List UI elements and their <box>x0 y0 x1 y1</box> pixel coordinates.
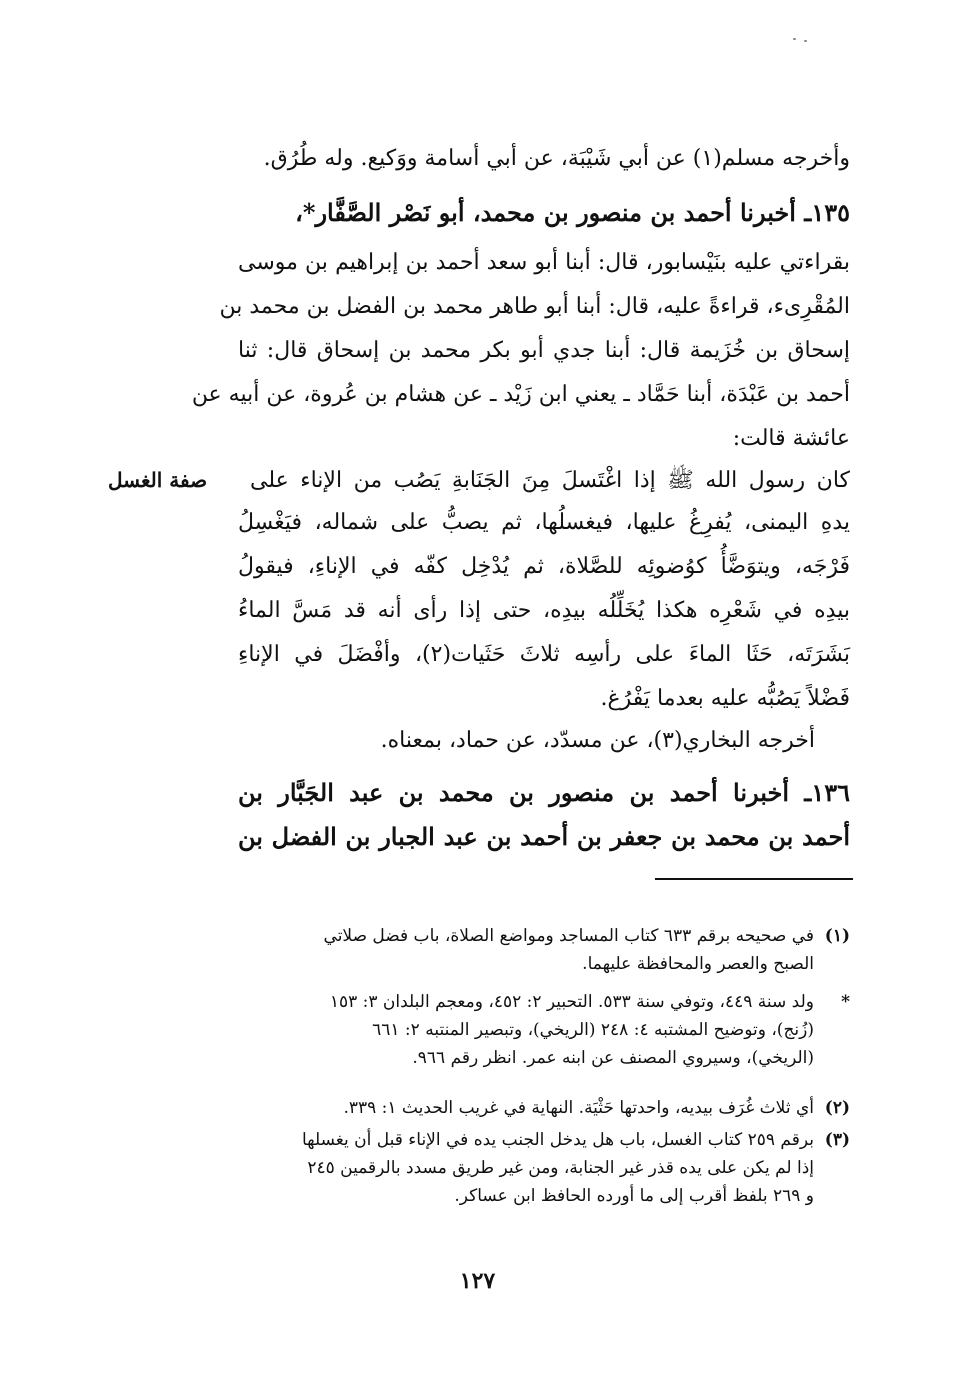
scan-speck <box>793 38 796 40</box>
footnote <box>238 1094 850 1122</box>
footnote <box>238 988 850 1072</box>
matn-line: يدهِ اليمنى، يُفرِغُ عليها، فيغسلُها، ثم يصبُّ على شماله، فيَغْسِلُ <box>238 510 850 535</box>
footnote-line: الصبح والعصر والمحافظة عليهما. <box>582 954 814 974</box>
isnad-line: المُقْرِىء، قراءةً عليه، قال: أبنا أبو طاهر محمد بن الفضل بن محمد بن <box>219 294 850 319</box>
footnote-line: ولد سنة ٤٤٩، وتوفي سنة ٥٣٣. التحبير ٢: ٤٥٢، ومعجم البلدان ٣: ١٥٣ <box>329 992 814 1012</box>
isnad-line: بقراءتي عليه بنَيْسابور، قال: أبنا أبو سعد أحمد بن إبراهيم بن موسى <box>238 250 850 275</box>
footnote-separator <box>655 878 853 880</box>
isnad-line: عائشة قالت: <box>732 426 850 451</box>
footnote <box>238 1126 850 1210</box>
footnote <box>238 922 850 978</box>
footnote-marker: (٣) <box>824 1130 850 1150</box>
matn-line: فَضْلاً يَصُبُّه عليه بعدما يَفْرُغ. <box>600 686 850 711</box>
footnote-line: برقم ٢٥٩ كتاب الغسل، باب هل يدخل الجنب يده في الإناء قبل أن يغسلها <box>301 1130 814 1150</box>
margin-note: صفة الغسل <box>108 468 208 492</box>
hadith-136-heading: أحمد بن محمد بن جعفر بن أحمد بن عبد الجبار بن الفضل بن <box>238 822 850 851</box>
footnote-line: (زُنج)، وتوضيح المشتبه ٤: ٢٤٨ (الريخي)، وتبصير المنتبه ٢: ٦٦١ <box>372 1020 814 1040</box>
footnote-line: أي ثلاث غُرَف بيديه، واحدتها حَثْيَة. النهاية في غريب الحديث ١: ٣٣٩. <box>343 1098 814 1118</box>
hadith-135-heading: ١٣٥ـ أخبرنا أحمد بن منصور بن محمد، أبو نَصْر الصَّفَّار*، <box>295 198 850 227</box>
matn-line: بيدِه في شَعْرِه هكذا يُخَلِّلُه بيدِه، حتى إذا رأى أنه قد مَسَّ الماءُ <box>238 598 850 623</box>
footnote-line: (الريخي)، وسيروي المصنف عن ابنه عمر. انظر رقم ٩٦٦. <box>412 1048 814 1068</box>
page-number: ١٢٧ <box>459 1268 496 1294</box>
footnote-line: في صحيحه برقم ٦٣٣ كتاب المساجد ومواضع الصلاة، باب فضل صلاتي <box>323 926 814 946</box>
isnad-line: أحمد بن عَبْدَة، أبنا حَمَّاد ـ يعني ابن زَيْد ـ عن هشام بن عُروة، عن أبيه عن <box>191 382 850 407</box>
scan-speck <box>804 40 807 42</box>
opening-line: وأخرجه مسلم(١) عن أبي شَيْبَة، عن أبي أسامة ووَكيع. وله طُرُق. <box>263 146 850 171</box>
isnad-line: إسحاق بن خُزَيمة قال: أبنا جدي أبو بكر محمد بن إسحاق قال: ثنا <box>238 338 850 363</box>
footnote-marker: (٢) <box>824 1098 850 1118</box>
matn-line: كان رسول الله ﷺ إذا اغْتَسلَ مِنَ الجَنَابةِ يَصُب من الإناء على <box>250 468 850 493</box>
takhrij-line: أخرجه البخاري(٣)، عن مسدّد، عن حماد، بمعناه. <box>380 728 815 753</box>
footnote-marker: * <box>841 992 850 1012</box>
matn-line: فَرْجَه، ويتوَضَّأُ كوُضوئِه للصَّلاة، ثم يُدْخِل كفّه في الإناءِ، فيقولُ <box>238 554 850 579</box>
footnote-marker: (١) <box>824 926 850 946</box>
matn-line: بَشَرَتَه، حَثَا الماءَ على رأسِه ثلاثَ حَثَيات(٢)، وأفْضَلَ في الإناءِ <box>238 642 850 667</box>
footnote-line: و ٢٦٩ بلفظ أقرب إلى ما أورده الحافظ ابن عساكر. <box>454 1186 814 1206</box>
hadith-136-heading: ١٣٦ـ أخبرنا أحمد بن منصور بن محمد بن عبد الجَبَّار بن <box>238 778 850 807</box>
footnote-line: إذا لم يكن على يده قذر غير الجنابة، ومن غير طريق مسدد بالرقمين ٢٤٥ <box>307 1158 814 1178</box>
